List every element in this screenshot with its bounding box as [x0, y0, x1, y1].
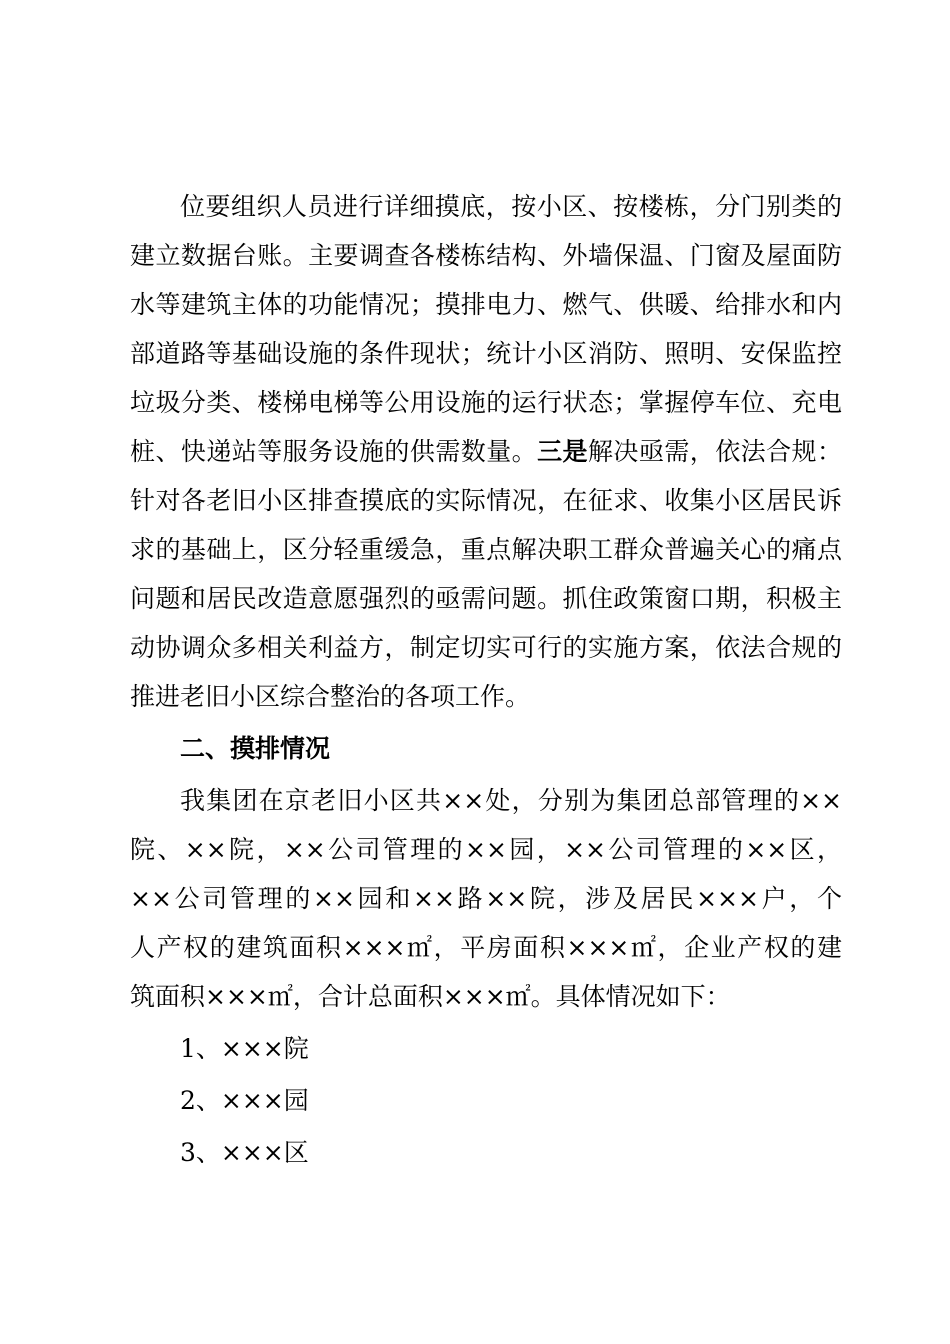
paragraph-1-line-7: 针对各老旧小区排查摸底的实际情况，在征求、收集小区居民诉	[130, 486, 842, 515]
paragraph-1-line-5: 垃圾分类、楼梯电梯等公用设施的运行状态；掌握停车位、充电	[130, 388, 842, 417]
list-item-1: 1、×××院	[180, 1034, 309, 1063]
paragraph-2-line-2: 院、××院，××公司管理的××园，××公司管理的××区，	[130, 835, 842, 864]
paragraph-1-line-6-tail: 解决亟需，依法合规：	[587, 437, 842, 466]
bold-lead-text: 三是	[537, 437, 588, 466]
paragraph-2-line-4: 人产权的建筑面积×××㎡，平房面积×××㎡，企业产权的建	[130, 933, 842, 962]
paragraph-1-line-4: 部道路等基础设施的条件现状；统计小区消防、照明、安保监控	[130, 339, 842, 368]
paragraph-2-line-3: ××公司管理的××园和××路××院，涉及居民×××户，个	[130, 884, 842, 913]
paragraph-1-line-9: 问题和居民改造意愿强烈的亟需问题。抓住政策窗口期，积极主	[130, 584, 842, 613]
paragraph-2-line-5: 筑面积×××㎡，合计总面积×××㎡。具体情况如下：	[130, 982, 731, 1011]
section-heading: 二、摸排情况	[180, 734, 331, 763]
list-item-3: 3、×××区	[180, 1138, 309, 1167]
paragraph-1-line-8: 求的基础上，区分轻重缓急，重点解决职工群众普遍关心的痛点	[130, 535, 842, 564]
paragraph-1-line-11: 推进老旧小区综合整治的各项工作。	[130, 682, 531, 711]
paragraph-1-line-6	[130, 432, 842, 472]
paragraph-1-line-6-text: 桩、快递站等服务设施的供需数量。	[130, 437, 538, 466]
paragraph-1-line-2: 建立数据台账。主要调查各楼栋结构、外墙保温、门窗及屋面防	[130, 241, 842, 270]
paragraph-1-line-10: 动协调众多相关利益方，制定切实可行的实施方案，依法合规的	[130, 633, 842, 662]
paragraph-1-line-1: 位要组织人员进行详细摸底，按小区、按楼栋，分门别类的	[180, 192, 842, 221]
list-item-2: 2、×××园	[180, 1086, 309, 1115]
paragraph-1-line-3: 水等建筑主体的功能情况；摸排电力、燃气、供暖、给排水和内	[130, 290, 842, 319]
paragraph-2-line-1: 我集团在京老旧小区共××处，分别为集团总部管理的××	[180, 786, 842, 815]
